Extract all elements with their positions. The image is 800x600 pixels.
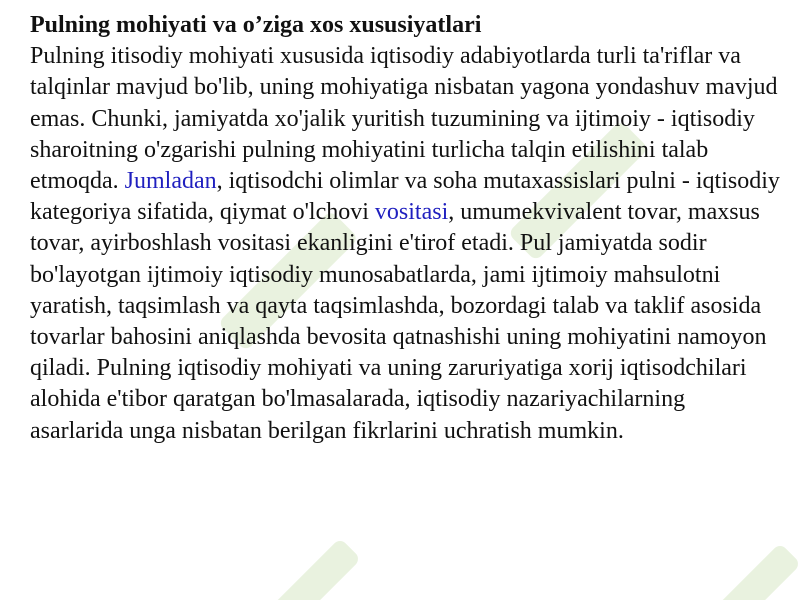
watermark-logo (685, 532, 800, 600)
watermark-logo (245, 527, 376, 600)
document-paragraph (30, 41, 780, 447)
link-vositasi[interactable]: vositasi (374, 199, 449, 226)
watermark-shape (685, 532, 800, 600)
watermark-shape (245, 527, 372, 600)
paragraph-text-part2: , iqtisodchi olimlar va soha mutaxassislari pulni - iqtisodiy kategoriya sifatida, qiymat o'lchovi (30, 168, 780, 226)
link-jumladan[interactable]: Jumladan (124, 168, 217, 195)
paragraph-text-part1: Pulning itisodiy mohiyati xususida iqtisodiy adabiyotlarda turli ta'riflar va talqinlar mavjud bo'lib, uning mohiyatiga nisbatan yagona yondashuv mavjud emas. Chunki, jamiyatda xo'jalik yuritish tuzumining va ijtimoiy - iqtisodiy sharoitning o'zgarishi pulning mohiyatini turlicha talqin etilishini talab etmoqda. (30, 43, 778, 195)
document-body (30, 10, 780, 447)
paragraph-text-part3: , umumekvivalent tovar, maxsus tovar, ayirboshlash vositasi ekanligini e'tirof etadi. Pul jamiyatda sodir bo'layotgan ijtimoiy iqtisodiy munosabatlarda, jami ijtimoiy mahsulotni yaratish, taqsimlash va qayta taqsimlashda, bozordagi talab va taklif asosida tovarlar bahosini aniqlashda bevosita qatnashishi uning mohiyatini namoyon qiladi. Pulning iqtisodiy mohiyati va uning zaruriyatiga xorij iqtisodchilari alohida e'tibor qaratgan bo'lmasalarada, iqtisodiy nazariyachilarning asarlarida unga nisbatan berilgan fikrlarini uchratish mumkin. (30, 199, 767, 444)
document-title: Pulning mohiyati va o’ziga xos xususiyatlari (30, 12, 482, 38)
